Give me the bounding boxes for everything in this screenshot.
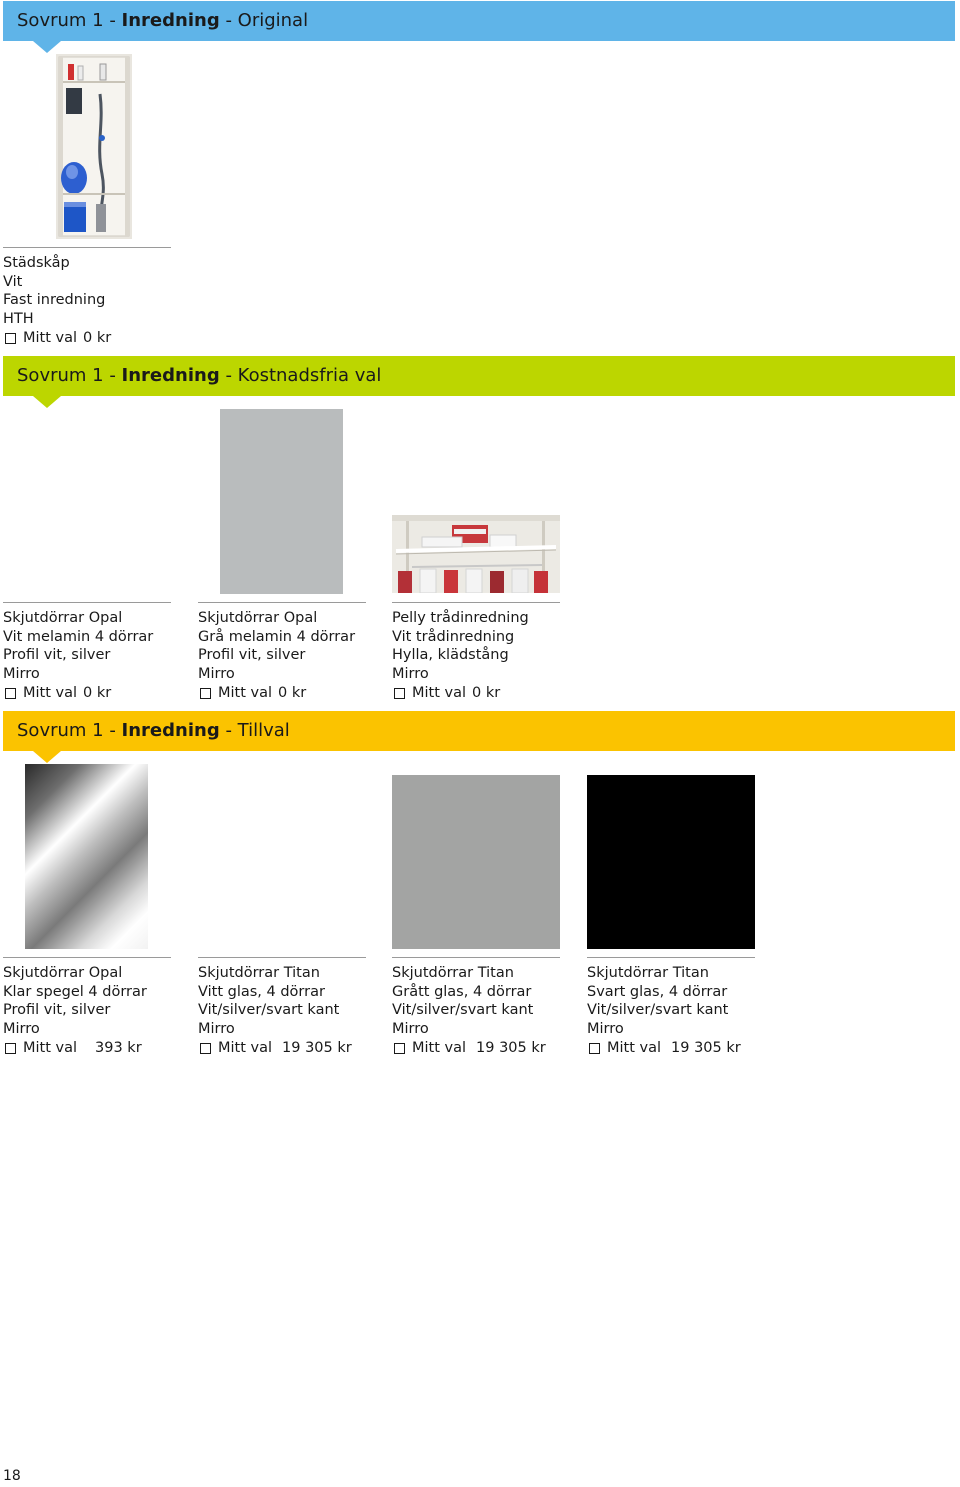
product-name: Skjutdörrar Opal — [3, 610, 123, 626]
product-detail: Vitt glas, 4 dörrar — [198, 983, 325, 1000]
choice-checkbox[interactable] — [394, 688, 405, 699]
choice-label: Mitt val — [23, 330, 78, 346]
product-name: Skjutdörrar Opal — [198, 610, 318, 626]
choice-row[interactable] — [392, 1039, 582, 1058]
header-notch — [33, 751, 61, 763]
product-name: Skjutdörrar Opal — [3, 965, 123, 981]
grey-glass-swatch — [392, 775, 560, 949]
product-name: Skjutdörrar Titan — [198, 965, 320, 981]
product-name: Skjutdörrar Titan — [392, 965, 514, 981]
product-detail: Vit melamin 4 dörrar — [3, 628, 154, 645]
cleaning-cabinet-image — [56, 54, 132, 239]
choice-checkbox[interactable] — [589, 1043, 600, 1054]
product-detail: Grå melamin 4 dörrar — [198, 628, 356, 645]
header-notch — [33, 396, 61, 408]
product-name: Skjutdörrar Titan — [587, 965, 709, 981]
choice-checkbox[interactable] — [5, 1043, 16, 1054]
section-suffix: - Kostnadsfria val — [219, 365, 382, 386]
product-supplier: Mirro — [587, 1020, 624, 1037]
section-suffix: - Tillval — [219, 720, 290, 741]
choice-label: Mitt val — [218, 1040, 273, 1056]
price: 393 kr — [95, 1040, 142, 1056]
wire-shelf-image — [392, 515, 560, 593]
clear-mirror-swatch — [25, 764, 148, 949]
product-supplier: Mirro — [3, 1020, 40, 1037]
card-divider — [198, 957, 366, 958]
choice-checkbox[interactable] — [200, 688, 211, 699]
product-detail: Svart glas, 4 dörrar — [587, 983, 728, 1000]
price: 0 kr — [83, 330, 112, 346]
card-divider — [392, 602, 560, 603]
choice-checkbox[interactable] — [5, 333, 16, 344]
header-notch — [33, 41, 61, 53]
choice-label: Mitt val — [412, 1040, 467, 1056]
product-name: Pelly trådinredning — [392, 610, 529, 626]
product-detail: Vit — [3, 273, 23, 290]
section-bold: Inredning — [121, 10, 220, 31]
section-prefix: Sovrum 1 - — [17, 720, 122, 741]
card-divider — [3, 602, 171, 603]
choice-row[interactable] — [3, 1039, 193, 1058]
product-name: Städskåp — [3, 255, 70, 271]
card-divider — [3, 247, 171, 248]
card-divider — [3, 957, 171, 958]
section-header-optional — [3, 711, 955, 751]
choice-label: Mitt val — [218, 685, 273, 701]
grey-melamine-swatch — [220, 409, 343, 594]
product-detail: Profil vit, silver — [3, 1002, 111, 1018]
choice-label: Mitt val — [23, 1040, 78, 1056]
card-divider — [198, 602, 366, 603]
section-prefix: Sovrum 1 - — [17, 365, 122, 386]
section-suffix: - Original — [219, 10, 309, 31]
product-supplier: Mirro — [3, 665, 40, 682]
choice-checkbox[interactable] — [394, 1043, 405, 1054]
product-detail: Klar spegel 4 dörrar — [3, 983, 147, 1000]
page-number: 18 — [3, 1468, 21, 1484]
section-prefix: Sovrum 1 - — [17, 10, 122, 31]
price: 19 305 kr — [671, 1040, 741, 1056]
product-detail: Vit/silver/svart kant — [587, 1002, 729, 1018]
choice-row[interactable] — [587, 1039, 777, 1058]
product-detail: Vit trådinredning — [392, 628, 515, 645]
choice-row[interactable] — [198, 684, 388, 703]
product-detail: Hylla, klädstång — [392, 647, 509, 663]
product-detail: Vit/silver/svart kant — [198, 1002, 340, 1018]
choice-checkbox[interactable] — [200, 1043, 211, 1054]
product-detail: Grått glas, 4 dörrar — [392, 983, 532, 1000]
product-supplier: HTH — [3, 310, 34, 327]
product-detail: Fast inredning — [3, 292, 106, 308]
choice-label: Mitt val — [23, 685, 78, 701]
choice-row[interactable] — [198, 1039, 388, 1058]
card-divider — [587, 957, 755, 958]
section-header-original — [3, 1, 955, 41]
product-supplier: Mirro — [198, 1020, 235, 1037]
choice-row[interactable] — [3, 329, 193, 348]
product-supplier: Mirro — [392, 1020, 429, 1037]
price: 0 kr — [278, 685, 307, 701]
choice-row[interactable] — [392, 684, 582, 703]
black-glass-swatch — [587, 775, 755, 949]
section-bold: Inredning — [121, 720, 220, 741]
section-bold: Inredning — [121, 365, 220, 386]
section-header-free — [3, 356, 955, 396]
product-supplier: Mirro — [198, 665, 235, 682]
choice-label: Mitt val — [412, 685, 467, 701]
choice-checkbox[interactable] — [5, 688, 16, 699]
choice-label: Mitt val — [607, 1040, 662, 1056]
card-divider — [392, 957, 560, 958]
product-detail: Vit/silver/svart kant — [392, 1002, 534, 1018]
product-detail: Profil vit, silver — [3, 647, 111, 663]
choice-row[interactable] — [3, 684, 193, 703]
price: 0 kr — [83, 685, 112, 701]
product-supplier: Mirro — [392, 665, 429, 682]
price: 19 305 kr — [282, 1040, 352, 1056]
product-detail: Profil vit, silver — [198, 647, 306, 663]
price: 19 305 kr — [476, 1040, 546, 1056]
price: 0 kr — [472, 685, 501, 701]
